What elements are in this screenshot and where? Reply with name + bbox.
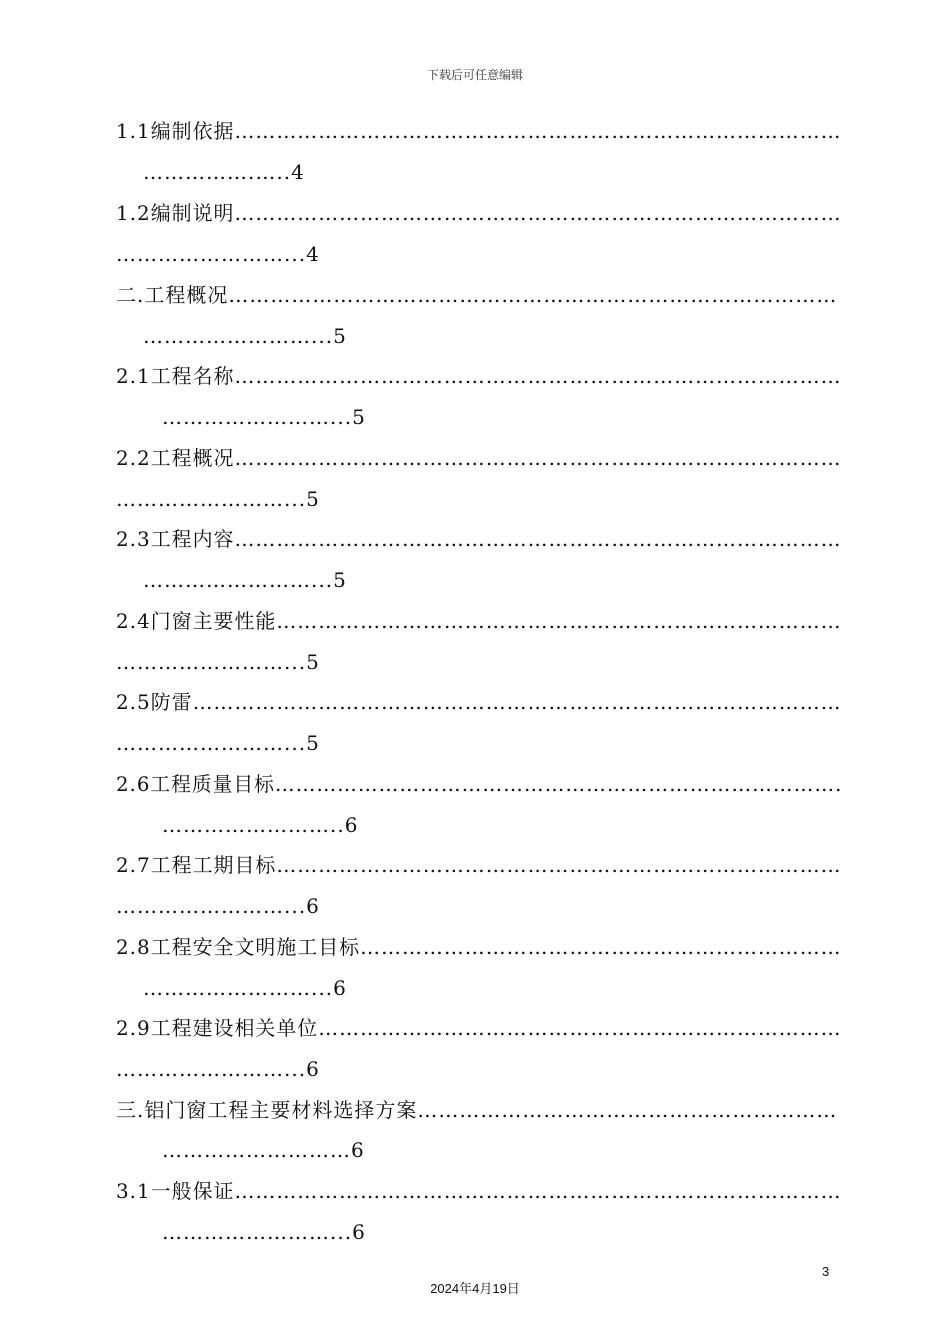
toc-entry-2-6-page: ……………………..6	[162, 813, 359, 837]
toc-entry-3: 三.铝门窗工程主要材料选择方案……………………………………………………	[116, 1098, 838, 1122]
toc-entry-3-1: 3.1一般保证……………………………………………………………………………	[116, 1179, 842, 1203]
toc-entry-2-8: 2.8工程安全文明施工目标……………………………………………………………	[116, 935, 842, 959]
toc-entry-2-2: 2.2工程概况……………………………………………………………………………	[116, 446, 842, 470]
toc-entry-2-3: 2.3工程内容……………………………………………………………………………	[116, 527, 842, 551]
toc-entry-2-5: 2.5防雷…………………………………………………………………………………	[116, 690, 842, 714]
toc-entry-2-9-page: ……………………...6	[116, 1057, 320, 1081]
toc-entry-2-1: 2.1工程名称……………………………………………………………………………	[116, 364, 842, 388]
toc-entry-2-4: 2.4门窗主要性能………………………………………………………………………	[116, 609, 842, 633]
toc-entry-1-2-page: ……………………...4	[116, 242, 320, 266]
toc-entry-2-9: 2.9工程建设相关单位…………………………………………………………………	[116, 1016, 842, 1040]
footer-date: 2024年4月19日	[430, 1281, 520, 1296]
toc-entry-2-1-page: ……………………...5	[162, 405, 366, 429]
toc-entry-2-4-page: ……………………...5	[116, 650, 320, 674]
toc-entry-2-7: 2.7工程工期目标………………………………………………………………………	[116, 853, 842, 877]
toc-entry-1-1: 1.1编制依据……………………………………………………………………………	[116, 119, 842, 143]
toc-entry-2-7-page: ……………………...6	[116, 894, 320, 918]
toc-entry-2-3-page: ……………………...5	[143, 568, 347, 592]
toc-entry-2-page: ……………………...5	[143, 324, 347, 348]
page-number: 3	[822, 1264, 830, 1279]
page-header: 下载后可任意编辑	[426, 68, 523, 82]
toc-entry-2-6: 2.6工程质量目标……………………………………………………………………….	[116, 772, 843, 796]
toc-entry-1-1-page: …………….…..4	[143, 160, 305, 184]
toc-entry-2: 二.工程概况……………………………………………………………………………	[116, 283, 838, 307]
toc-entry-3-1-page: ……………………...6	[162, 1220, 366, 1244]
toc-entry-2-8-page: ……………………...6	[143, 976, 347, 1000]
toc-entry-3-page: ………………………6	[162, 1138, 365, 1162]
toc-entry-1-2: 1.2编制说明……………………………………………………………………………	[116, 201, 842, 225]
toc-entry-2-5-page: ……………………...5	[116, 731, 320, 755]
toc-entry-2-2-page: ……………………...5	[116, 487, 320, 511]
